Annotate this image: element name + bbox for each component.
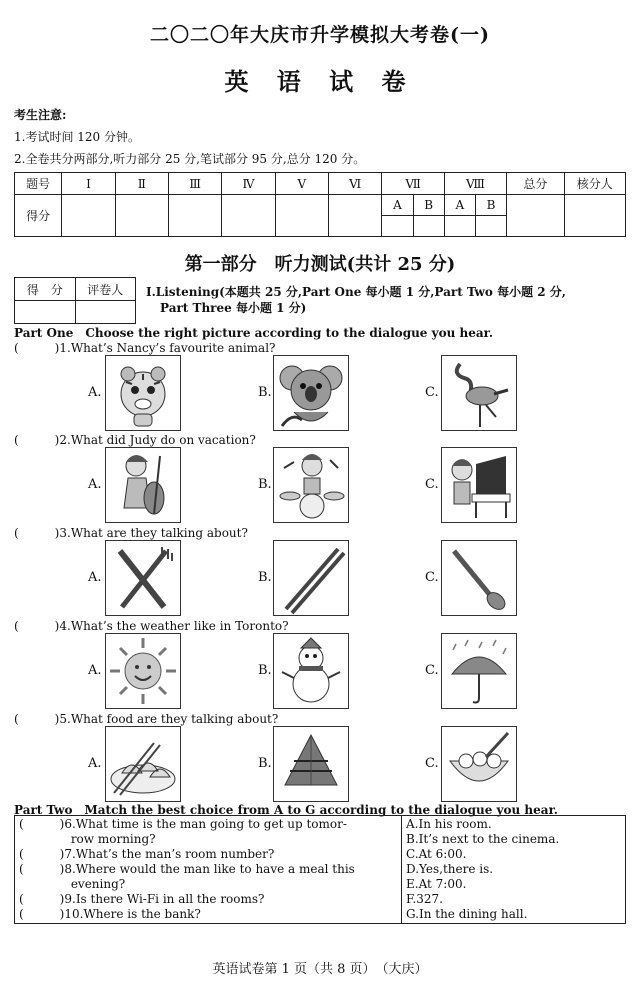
page-footer: 英语试卷第 1 页（共 8 页） （大庆） xyxy=(212,962,428,977)
answer-c: C.At 6:00. xyxy=(406,847,467,861)
grader-box xyxy=(14,277,136,324)
subject-title: 英 语 试 卷 xyxy=(224,67,416,96)
part-one-heading: Part One Choose the right picture according to the dialogue you hear. xyxy=(14,326,494,340)
option-label[interactable]: A. xyxy=(88,477,102,492)
answer-b: B.It’s next to the cinema. xyxy=(406,832,560,846)
question-2: ( )2.What did Judy do on vacation? xyxy=(14,433,256,447)
sun-icon[interactable] xyxy=(105,633,181,709)
col-checker: 核分人 xyxy=(564,173,625,195)
notice-line-2: 2.全卷共分两部分,听力部分 25 分,笔试部分 95 分,总分 120 分。 xyxy=(14,152,366,166)
question-4: ( )4.What’s the weather like in Toronto? xyxy=(14,619,289,633)
col-4: Ⅳ xyxy=(222,173,275,195)
score-cell[interactable] xyxy=(444,216,475,237)
spoon-icon[interactable] xyxy=(441,540,517,616)
part-two-questions xyxy=(15,816,402,924)
col-8: Ⅷ xyxy=(444,173,506,195)
score-label: 得分 xyxy=(15,195,62,237)
grader-score-cell[interactable] xyxy=(15,301,76,324)
answer-d: D.Yes,there is. xyxy=(406,862,494,876)
col-6: Ⅵ xyxy=(329,173,382,195)
dumplings-icon[interactable] xyxy=(105,726,181,802)
tangyuan-icon[interactable] xyxy=(441,726,517,802)
score-cell[interactable] xyxy=(413,216,444,237)
question-6: ( )6.What time is the man going to get up tomor- xyxy=(19,817,347,831)
score-cell[interactable] xyxy=(115,195,168,237)
option-label[interactable]: A. xyxy=(88,385,102,400)
koala-icon[interactable] xyxy=(273,355,349,431)
part-two-table xyxy=(14,815,626,924)
score-cell[interactable] xyxy=(168,195,221,237)
chopsticks-icon[interactable] xyxy=(273,540,349,616)
col-total: 总分 xyxy=(507,173,564,195)
zongzi-icon[interactable] xyxy=(273,726,349,802)
grader-person-label: 评卷人 xyxy=(75,278,136,301)
answer-a: A.In his room. xyxy=(406,817,492,831)
flamingo-icon[interactable] xyxy=(441,355,517,431)
listening-instructions xyxy=(146,284,566,316)
exam-title: 二〇二〇年大庆市升学模拟大考卷(一) xyxy=(150,24,490,46)
question-8-cont: evening? xyxy=(19,877,126,891)
section-title: 第一部分 听力测试(共计 25 分) xyxy=(184,254,456,275)
grader-score-label: 得 分 xyxy=(15,278,76,301)
score-cell[interactable] xyxy=(62,195,115,237)
score-cell[interactable] xyxy=(275,195,328,237)
option-label[interactable]: C. xyxy=(425,570,439,585)
question-5: ( )5.What food are they talking about? xyxy=(14,712,279,726)
notice-heading: 考生注意: xyxy=(14,108,67,122)
snowman-icon[interactable] xyxy=(273,633,349,709)
score-cell[interactable] xyxy=(475,216,506,237)
option-label[interactable]: C. xyxy=(425,385,439,400)
option-label[interactable]: B. xyxy=(258,663,272,678)
col-5: Ⅴ xyxy=(275,173,328,195)
col-3: Ⅲ xyxy=(168,173,221,195)
answer-f: F.327. xyxy=(406,892,443,906)
score-cell[interactable] xyxy=(507,195,564,237)
option-label[interactable]: C. xyxy=(425,756,439,771)
question-3: ( )3.What are they talking about? xyxy=(14,526,248,540)
option-label[interactable]: B. xyxy=(258,756,272,771)
question-8: ( )8.Where would the man like to have a meal this xyxy=(19,862,355,876)
question-10: ( )10.Where is the bank? xyxy=(19,907,201,921)
option-label[interactable]: C. xyxy=(425,663,439,678)
listening-line-1: Ⅰ.Listening(本题共 25 分,Part One 每小题 1 分,Part Two 每小题 2 分, xyxy=(146,285,566,299)
umbrella-rain-icon[interactable] xyxy=(441,633,517,709)
drums-girl-icon[interactable] xyxy=(273,447,349,523)
option-label[interactable]: B. xyxy=(258,477,272,492)
score-cell[interactable] xyxy=(222,195,275,237)
part-two-heading: Part Two Match the best choice from A to G according to the dialogue you hear. xyxy=(14,803,558,817)
question-6-cont: row morning? xyxy=(19,832,156,846)
col-1: Ⅰ xyxy=(62,173,115,195)
notice-line-1: 1.考试时间 120 分钟。 xyxy=(14,130,140,144)
option-label[interactable]: A. xyxy=(88,756,102,771)
sub-a: A xyxy=(382,195,413,216)
score-row-label: 题号 xyxy=(15,173,62,195)
listening-line-2: Part Three 每小题 1 分) xyxy=(160,301,307,315)
option-label[interactable]: C. xyxy=(425,477,439,492)
knife-fork-icon[interactable] xyxy=(105,540,181,616)
cello-girl-icon[interactable] xyxy=(105,447,181,523)
question-9: ( )9.Is there Wi-Fi in all the rooms? xyxy=(19,892,265,906)
score-cell[interactable] xyxy=(329,195,382,237)
tiger-icon[interactable] xyxy=(105,355,181,431)
score-cell[interactable] xyxy=(564,195,625,237)
score-cell[interactable] xyxy=(382,216,413,237)
question-1: ( )1.What’s Nancy’s favourite animal? xyxy=(14,341,276,355)
answer-g: G.In the dining hall. xyxy=(406,907,528,921)
score-table xyxy=(14,172,626,237)
option-label[interactable]: A. xyxy=(88,570,102,585)
part-two-answers xyxy=(402,816,626,924)
sub-b: B xyxy=(475,195,506,216)
answer-e: E.At 7:00. xyxy=(406,877,467,891)
option-label[interactable]: B. xyxy=(258,385,272,400)
sub-a: A xyxy=(444,195,475,216)
option-label[interactable]: B. xyxy=(258,570,272,585)
grader-person-cell[interactable] xyxy=(75,301,136,324)
sub-b: B xyxy=(413,195,444,216)
piano-girl-icon[interactable] xyxy=(441,447,517,523)
option-label[interactable]: A. xyxy=(88,663,102,678)
col-7: Ⅶ xyxy=(382,173,444,195)
question-7: ( )7.What’s the man’s room number? xyxy=(19,847,275,861)
col-2: Ⅱ xyxy=(115,173,168,195)
